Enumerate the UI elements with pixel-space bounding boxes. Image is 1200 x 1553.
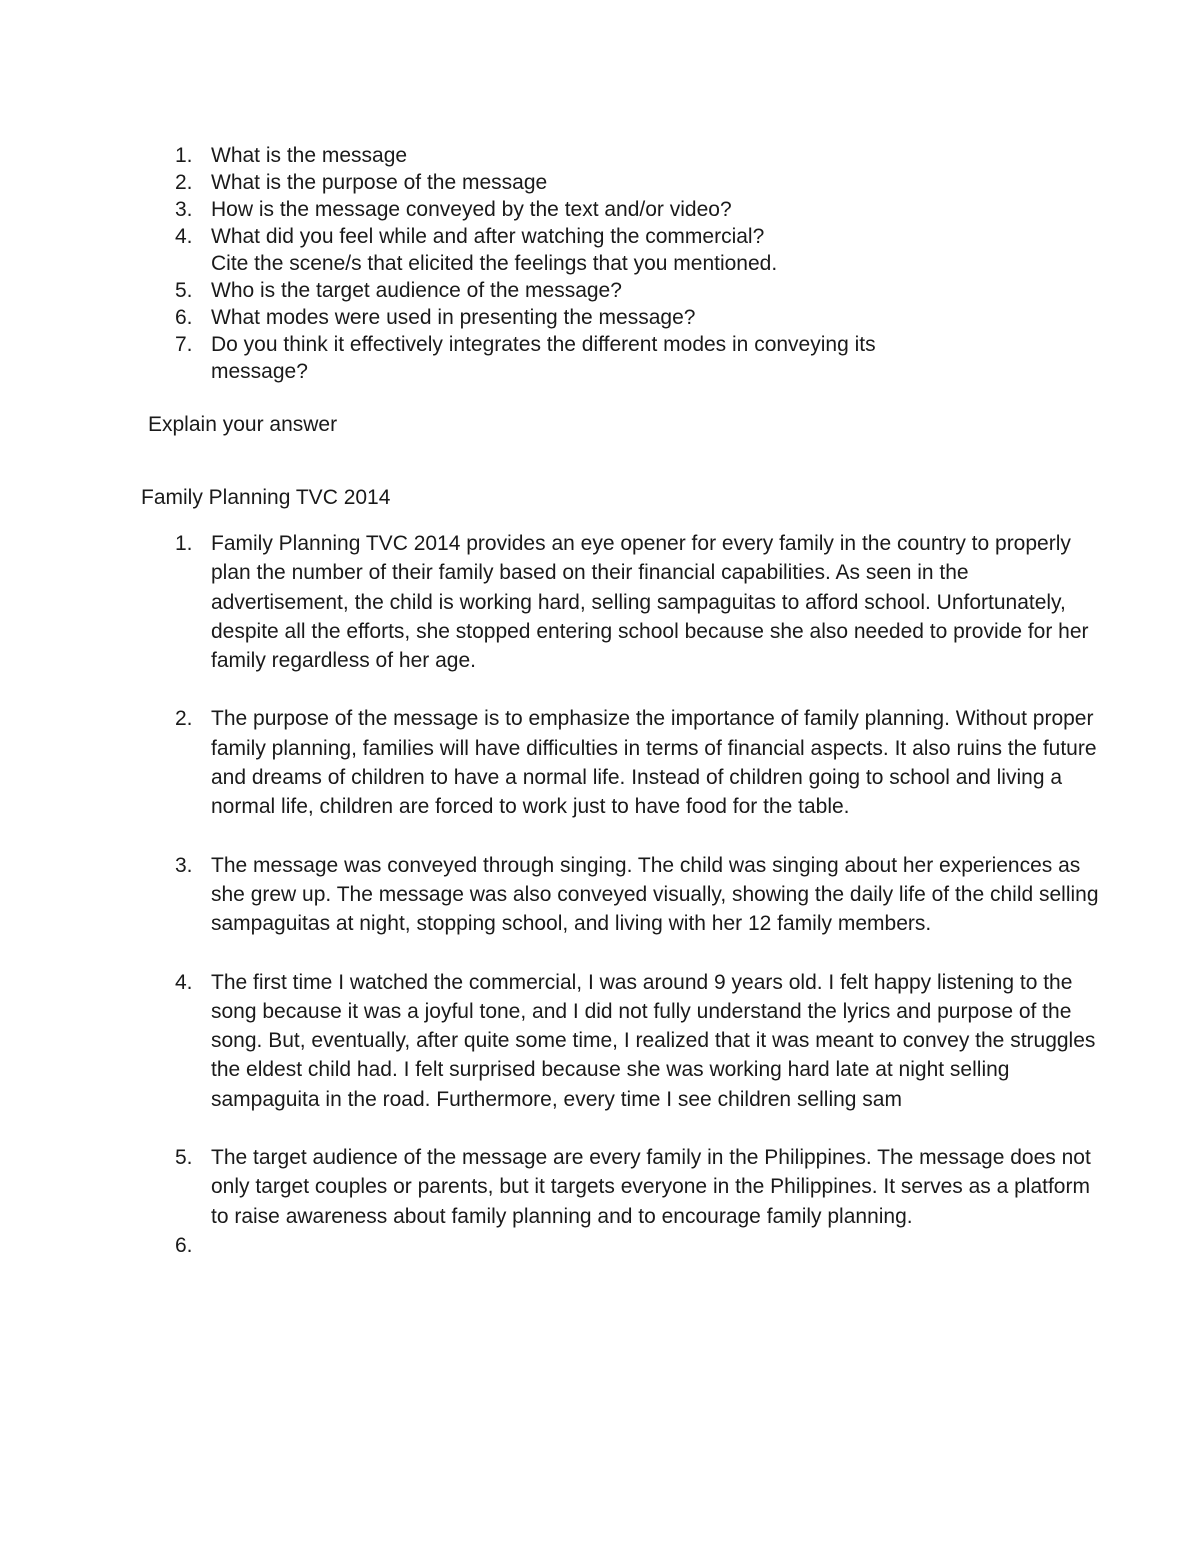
document-title: Family Planning TVC 2014 [141,486,391,509]
question-item [140,277,1100,304]
answer-item [140,1143,1100,1231]
answer-item [140,1231,1100,1260]
question-item [140,169,1100,196]
question-number: 2. [175,171,193,194]
answer-list [140,529,1100,1260]
answer-text: The first time I watched the commercial, I was around 9 years old. I felt happy listening to the song because it was a joyful tone, and I did not fully understand the lyrics and purpose of the song. But, eventually, after quite some time, I realized that it was meant to convey the struggles the eldest child had. I felt surprised because she was working hard late at night selling sampaguita in the road. Furthermore, every time I see children selling sam [211,970,1096,1111]
instruction-text: Explain your answer [148,413,338,436]
question-number: 6. [175,306,193,329]
question-text-continued: Cite the scene/s that elicited the feelings that you mentioned. [211,252,778,275]
question-text: How is the message conveyed by the text and/or video? [211,198,732,221]
question-item [140,304,1100,331]
question-text: What is the purpose of the message [211,171,548,194]
question-number: 3. [175,198,193,221]
answer-item [140,704,1100,821]
question-number: 7. [175,333,193,356]
answer-number: 6. [175,1233,193,1257]
question-text: Who is the target audience of the message? [211,279,622,302]
question-number: 1. [175,144,193,167]
question-text: What modes were used in presenting the message? [211,306,696,329]
answer-item [140,851,1100,939]
answer-item [140,529,1100,675]
answer-item [140,968,1100,1114]
answer-number: 1. [175,532,193,555]
answer-number: 2. [175,707,193,731]
question-number: 5. [175,279,193,302]
answer-number: 3. [175,853,193,877]
answer-text: Family Planning TVC 2014 provides an eye opener for every family in the country to properly plan the number of their family based on their financial capabilities. As seen in the advertisement, the child is working hard, selling sampaguitas to afford school. Unfortunately, despite all the efforts, she stopped entering school because she also needed to provide for her family regardless of her age. [211,532,1089,673]
question-text-continued: message? [211,360,308,383]
answer-text: The message was conveyed through singing. The child was singing about her experiences as she grew up. The message was also conveyed visually, showing the daily life of the child selling sampaguitas at night, stopping school, and living with her 12 family members. [211,853,1099,936]
answer-text: The target audience of the message are every family in the Philippines. The message does not only target couples or parents, but it targets everyone in the Philippines. It serves as a platform to raise awareness about family planning and to encourage family planning. [211,1146,1091,1228]
answer-text: The purpose of the message is to emphasize the importance of family planning. Without proper family planning, families will have difficulties in terms of financial aspects. It also ruins the future and dreams of children to have a normal life. Instead of children going to school and living a normal life, children are forced to work just to have food for the table. [211,707,1097,819]
question-number: 4. [175,225,193,248]
question-item [140,142,1100,169]
question-item [140,331,1100,385]
question-text: What did you feel while and after watching the commercial? [211,225,765,248]
question-list [140,142,1100,385]
question-item [140,196,1100,223]
answer-number: 4. [175,970,193,994]
question-text: Do you think it effectively integrates the different modes in conveying its [211,333,876,356]
question-text: What is the message [211,144,408,167]
answer-number: 5. [175,1146,193,1170]
question-item [140,223,1100,277]
